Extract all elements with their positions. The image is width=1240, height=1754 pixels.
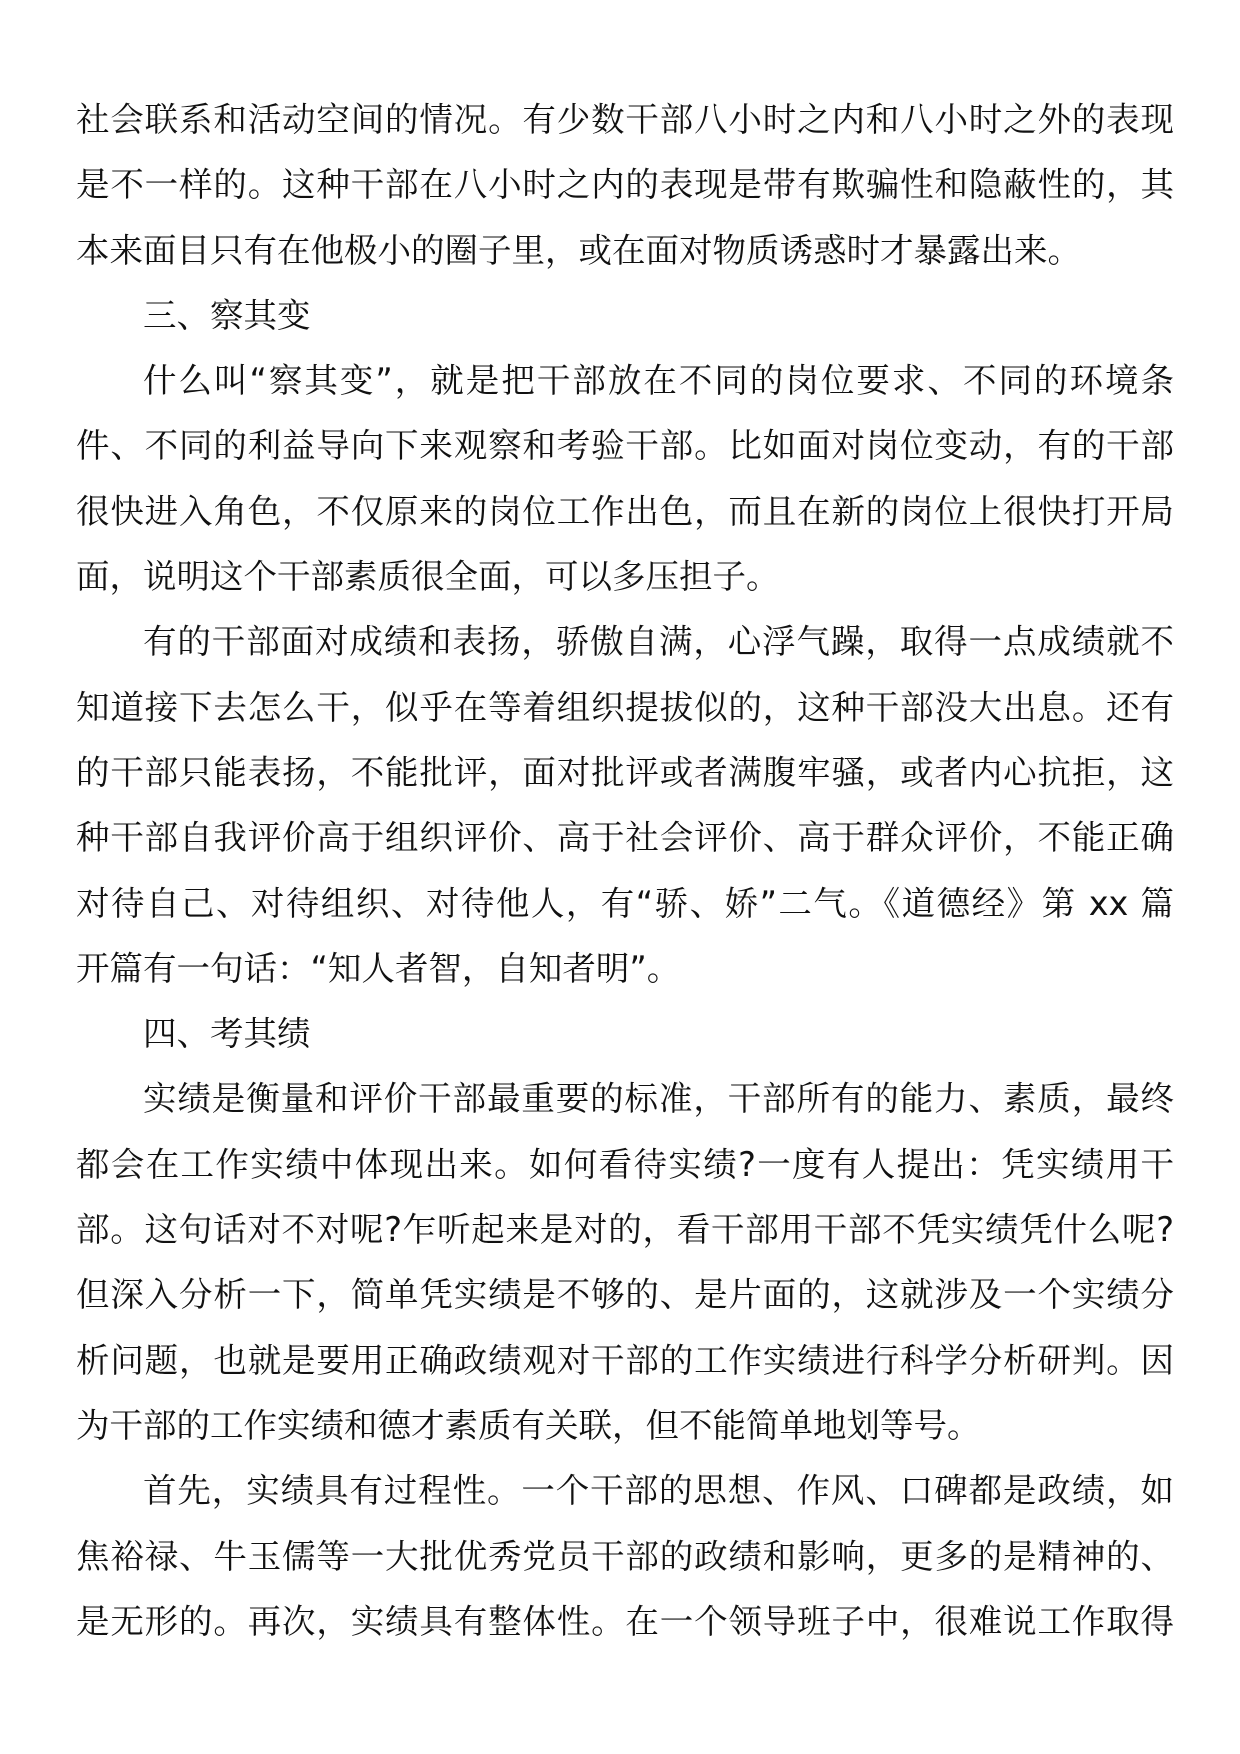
text-line: 焦裕禄、牛玉儒等一大批优秀党员干部的政绩和影响，更多的是精神的、 — [76, 1536, 1174, 1576]
paragraph-first-line: 四、考其绩 — [143, 1014, 311, 1054]
text-line: 很快进入角色，不仅原来的岗位工作出色，而且在新的岗位上很快打开局 — [76, 491, 1174, 531]
paragraph-first-line: 首先，实绩具有过程性。一个干部的思想、作风、口碑都是政绩，如 — [143, 1471, 1174, 1511]
text-line: 都会在工作实绩中体现出来。如何看待实绩?一度有人提出：凭实绩用干 — [76, 1144, 1174, 1184]
text-line: 种干部自我评价高于组织评价、高于社会评价、高于群众评价，不能正确 — [76, 818, 1174, 858]
text-line: 对待自己、对待组织、对待他人，有“骄、娇”二气。《道德经》第 xx 篇 — [76, 883, 1174, 923]
text-line: 为干部的工作实绩和德才素质有关联，但不能简单地划等号。 — [76, 1405, 981, 1445]
text-line: 知道接下去怎么干，似乎在等着组织提拔似的，这种干部没大出息。还有 — [76, 687, 1174, 727]
text-line: 但深入分析一下，简单凭实绩是不够的、是片面的，这就涉及一个实绩分 — [76, 1275, 1174, 1315]
paragraph-first-line: 什么叫“察其变”，就是把干部放在不同的岗位要求、不同的环境条 — [143, 361, 1174, 401]
paragraph-first-line: 三、察其变 — [143, 295, 311, 335]
paragraph-first-line: 实绩是衡量和评价干部最重要的标准，干部所有的能力、素质，最终 — [143, 1079, 1174, 1119]
text-line: 面，说明这个干部素质很全面，可以多压担子。 — [76, 557, 780, 597]
text-line: 开篇有一句话：“知人者智，自知者明”。 — [76, 948, 681, 988]
text-line: 析问题，也就是要用正确政绩观对干部的工作实绩进行科学分析研判。因 — [76, 1340, 1174, 1380]
text-line: 的干部只能表扬，不能批评，面对批评或者满腹牢骚，或者内心抗拒，这 — [76, 752, 1174, 792]
document-body — [76, 87, 1174, 1654]
text-line: 件、不同的利益导向下来观察和考验干部。比如面对岗位变动，有的干部 — [76, 426, 1174, 466]
text-line: 是不一样的。这种干部在八小时之内的表现是带有欺骗性和隐蔽性的，其 — [76, 165, 1174, 205]
paragraph-first-line: 有的干部面对成绩和表扬，骄傲自满，心浮气躁，取得一点成绩就不 — [143, 622, 1174, 662]
text-line: 社会联系和活动空间的情况。有少数干部八小时之内和八小时之外的表现 — [76, 100, 1174, 139]
text-line: 部。这句话对不对呢?乍听起来是对的，看干部用干部不凭实绩凭什么呢? — [76, 1210, 1174, 1250]
text-line: 本来面目只有在他极小的圈子里，或在面对物质诱惑时才暴露出来。 — [76, 230, 1081, 270]
text-line: 是无形的。再次，实绩具有整体性。在一个领导班子中，很难说工作取得 — [76, 1601, 1174, 1641]
